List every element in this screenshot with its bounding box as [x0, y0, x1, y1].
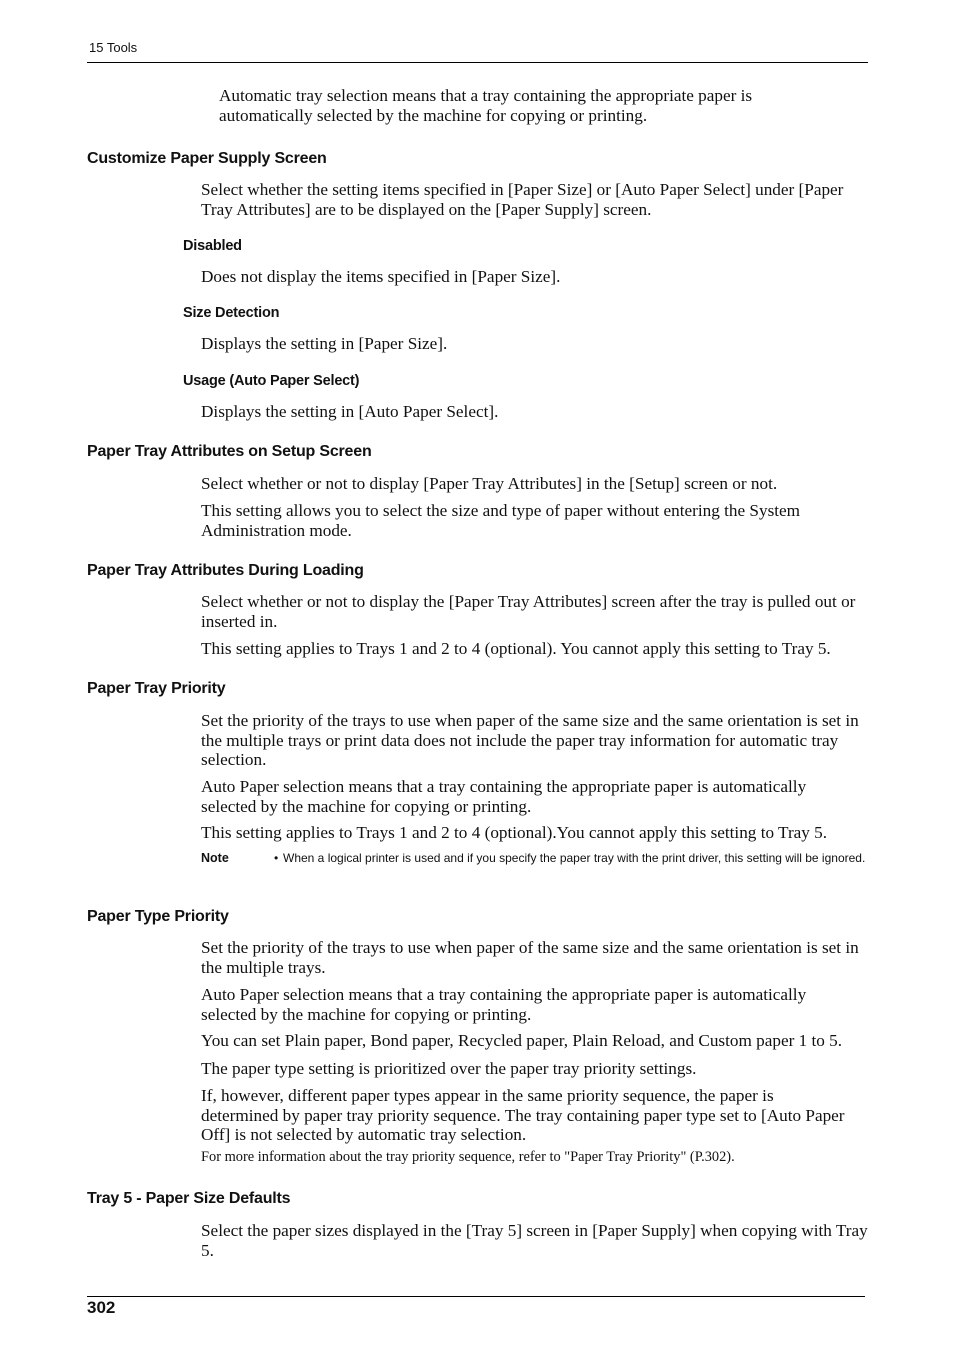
heading-tray5-defaults: Tray 5 - Paper Size Defaults: [87, 1190, 291, 1207]
tray-priority-paragraph-1: Set the priority of the trays to use when paper of the same size and the same orientation is set in the multiple trays or print data does not include the paper tray information for automatic tray selection.: [201, 711, 859, 769]
page-number: 302: [87, 1298, 116, 1317]
type-priority-paragraph-3: You can set Plain paper, Bond paper, Recycled paper, Plain Reload, and Custom paper 1 to 5.: [201, 1031, 843, 1050]
subheading-usage: Usage (Auto Paper Select): [183, 373, 360, 389]
intro-paragraph: Automatic tray selection means that a tray containing the appropriate paper is automatically selected by the machine for copying or printing.: [219, 86, 753, 125]
customize-paragraph: Select whether the setting items specified in [Paper Size] or [Auto Paper Select] under [Paper Tray Attributes] are to be displayed on the [Paper Supply] screen.: [201, 180, 844, 219]
subheading-disabled: Disabled: [183, 238, 242, 254]
type-priority-paragraph-1: Set the priority of the trays to use when paper of the same size and the same orientation is set in the multiple trays.: [201, 938, 859, 977]
size-detection-paragraph: Displays the setting in [Paper Size].: [201, 334, 448, 353]
setup-paragraph-1: Select whether or not to display [Paper Tray Attributes] in the [Setup] screen or not.: [201, 474, 778, 493]
usage-paragraph: Displays the setting in [Auto Paper Select].: [201, 402, 499, 421]
tray-priority-paragraph-3: This setting applies to Trays 1 and 2 to 4 (optional).You cannot apply this setting to Tray 5.: [201, 823, 828, 842]
heading-customize-paper-supply: Customize Paper Supply Screen: [87, 150, 327, 167]
type-priority-paragraph-4: The paper type setting is prioritized over the paper tray priority settings.: [201, 1059, 697, 1078]
heading-paper-type-priority: Paper Type Priority: [87, 908, 229, 925]
footer-rule: [87, 1296, 865, 1297]
tray-priority-paragraph-2: Auto Paper selection means that a tray containing the appropriate paper is automatically selected by the machine for copying or printing.: [201, 777, 807, 816]
heading-setup-screen: Paper Tray Attributes on Setup Screen: [87, 443, 372, 460]
loading-paragraph-1: Select whether or not to display the [Paper Tray Attributes] screen after the tray is pulled out or inserted in.: [201, 592, 856, 631]
type-priority-paragraph-5: If, however, different paper types appear in the same priority sequence, the paper is determined by paper tray priority sequence. The tray containing paper type set to [Auto Paper Off] is not selected by automatic tray selection.: [201, 1086, 845, 1144]
header-rule: [87, 62, 868, 63]
type-priority-paragraph-2: Auto Paper selection means that a tray containing the appropriate paper is automatically selected by the machine for copying or printing.: [201, 985, 807, 1024]
setup-paragraph-2: This setting allows you to select the size and type of paper without entering the System Administration mode.: [201, 501, 801, 540]
tray5-paragraph: Select the paper sizes displayed in the [Tray 5] screen in [Paper Supply] when copying with Tray 5.: [201, 1221, 868, 1260]
note-text: When a logical printer is used and if you specify the paper tray with the print driver, this setting will be ignored.: [283, 851, 866, 865]
disabled-paragraph: Does not display the items specified in [Paper Size].: [201, 267, 561, 286]
heading-paper-tray-priority: Paper Tray Priority: [87, 680, 226, 697]
heading-during-loading: Paper Tray Attributes During Loading: [87, 562, 364, 579]
note-bullet-icon: •: [274, 851, 279, 865]
note-label: Note: [201, 851, 229, 865]
subheading-size-detection: Size Detection: [183, 305, 280, 321]
loading-paragraph-2: This setting applies to Trays 1 and 2 to 4 (optional). You cannot apply this setting to Tray 5.: [201, 639, 831, 658]
running-header: 15 Tools: [89, 40, 138, 55]
type-priority-reference: For more information about the tray priority sequence, refer to "Paper Tray Priority" (P.302).: [201, 1149, 735, 1165]
